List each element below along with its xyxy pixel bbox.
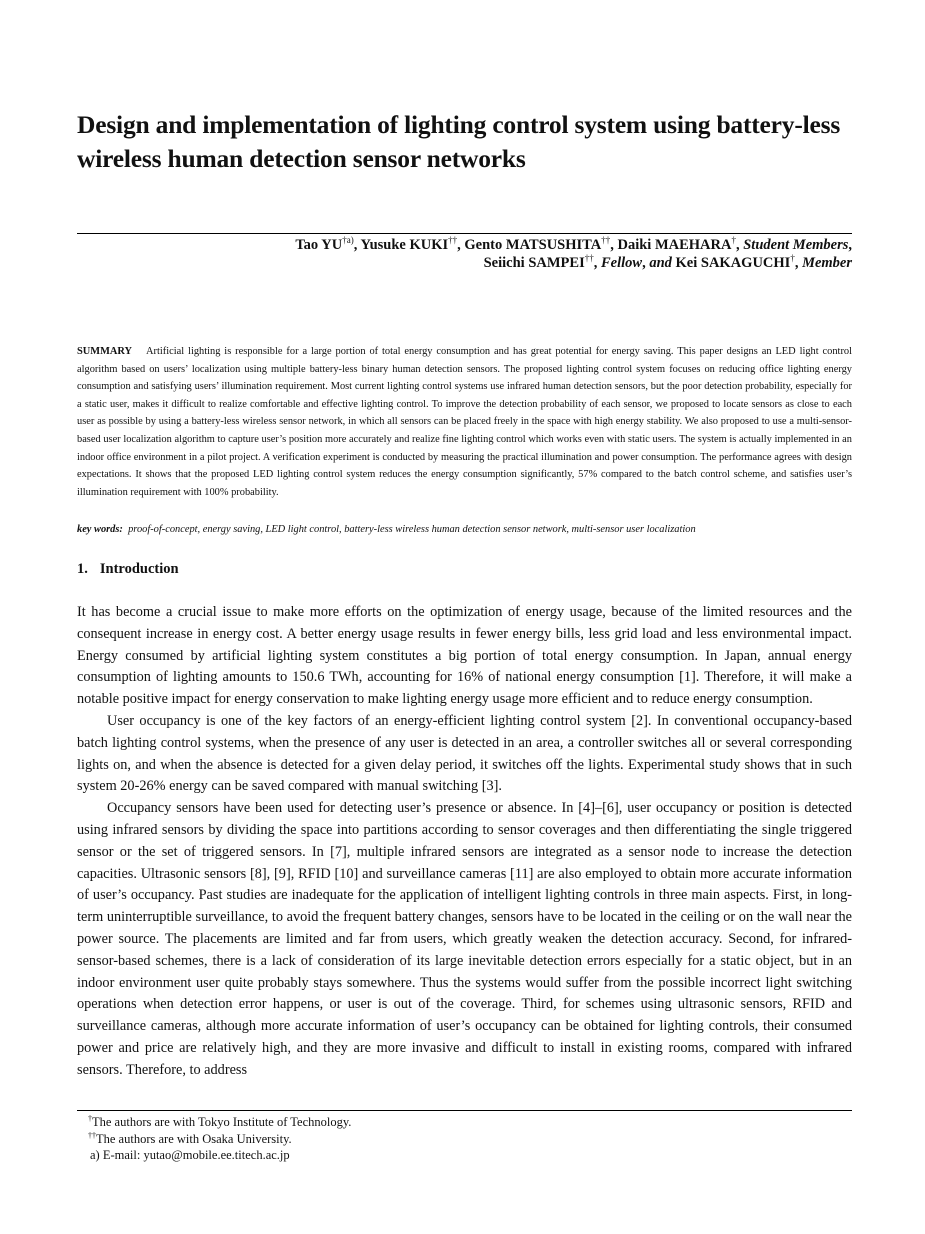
abstract-label: SUMMARY [77, 346, 133, 357]
keywords-text: proof-of-concept, energy saving, LED light control, battery-less wireless human detection sensor network, multi-sensor user localization [128, 524, 696, 535]
keywords [77, 521, 852, 538]
paragraph: Occupancy sensors have been used for detecting user’s presence or absence. In [4]–[6], user occupancy or position is detected using infrared sensors by dividing the space into partitions according to sensor coverages and then differentiating the single triggered sensor or the set of triggered sensors. In [7], multiple infrared sensors are integrated as a sensor node to increase the detection capacities. Ultrasonic sensors [8], [9], RFID [10] and surveillance cameras [11] are also employed to obtain more accurate information of user’s occupancy. Past studies are inadequate for the application of intelligent lighting controls in three main aspects. First, in long-term uninterruptible surveillance, to avoid the frequent battery changes, sensors have to be located in the ceiling or on the wall near the power source. The placements are limited and far from users, which greatly weaken the detection accuracy. Second, for infrared-sensor-based schemes, there is a lack of consideration of its large inevitable detection errors especially for a static object, but in an indoor environment user quite probably stays somewhere. Thus the systems would suffer from the possible incorrect light switching operations when detection error happens, or user is out of the coverage. Third, for schemes using ultrasonic sensors, RFID and surveillance cameras, although more accurate information of user’s occupancy can be obtained for lighting controls, their consumed power and price are relatively high, and they are more invasive and difficult to install in existing rooms, compared with infrared sensors. Therefore, to address [77, 800, 852, 1078]
author-affiliation-mark: †† [601, 235, 611, 245]
footnote-text: The authors are with Osaka University. [96, 1131, 292, 1146]
author-role: Member [802, 255, 852, 271]
author-name: Tao YU [295, 237, 343, 253]
author-conjunction: and [649, 255, 672, 271]
section-title: Introduction [99, 561, 179, 577]
author-role: Student Members [743, 237, 849, 253]
author-separator: , [610, 237, 618, 253]
body-text [77, 602, 852, 1082]
keywords-label: key words: [77, 524, 123, 535]
footnote-mark: a) [90, 1148, 100, 1162]
author-list [295, 236, 852, 272]
abstract-text: Artificial lighting is responsible for a large portion of total energy consumption and has great potential for energy saving. This paper designs an LED light control algorithm based on users’ localization using multiple battery-less binary human detection sensors. The proposed lighting control system focuses on reducing office lighting energy consumption and satisfying users’ illumination requirement. Most current lighting control systems use infrared human detection sensors, but the poor detection probability, especially for a static user, makes it difficult to realize comfortable and effective lighting control. To improve the detection probability of each sensor, we proposed to locate sensors as close to each user as possible by using a battery-less wireless sensor network, in which all sensors can be placed freely in the space with high energy stability. We also proposed to use a multi-sensor-based user localization algorithm to capture user’s position more accurately and realize fine lighting control which works even with static users. The system is actually implemented in an indoor office environment in a pilot project. A verification experiment is conducted by measuring the practical illumination and power consumption. The performance agrees with design expectations. It shows that the proposed LED lighting control system reduces the energy consumption significantly, 57% compared to the batch control scheme, and satisfies user’s illumination requirement with 100% probability. [77, 346, 852, 498]
author-line-1: Tao YU$^{\dagger a)}$, Yusuke KUKI††, Gento MATSUSHITA††, Daiki MAEHARA†, Student Members, [295, 235, 852, 253]
author-separator: , [593, 255, 601, 271]
footnote-mark: †† [88, 1130, 96, 1140]
abstract [77, 343, 852, 501]
paragraph: It has become a crucial issue to make more efforts on the optimization of energy usage, because of the limited resources and the consequent increase in energy cost. A better energy usage results in fewer energy bills, less grid load and less environmental impact. Energy consumed by artificial lighting system constitutes a big portion of total energy consumption. In Japan, annual energy consumption of lighting amounts to 150.6 TWh, accounting for 16% of national energy consumption [1]. Therefore, it will make a notable positive impact for energy conservation to make lighting energy usage more efficient and to reduce energy consumption. [77, 604, 852, 708]
author-name: Yusuke KUKI [360, 237, 449, 253]
footnote-rule [77, 1110, 852, 1111]
author-name: Seiichi SAMPEI [483, 255, 585, 271]
author-name: Daiki MAEHARA [617, 237, 732, 253]
author-name: Kei SAKAGUCHI [675, 255, 791, 271]
author-separator: , [457, 237, 465, 253]
author-role: Fellow [600, 255, 643, 271]
footnote [88, 1114, 351, 1131]
footnotes [88, 1114, 351, 1164]
paper-title: Design and implementation of lighting control system using battery-less wireless human detection sensor networks [77, 110, 841, 173]
footnote-text: E-mail: yutao@mobile.ee.titech.ac.jp [102, 1148, 290, 1162]
author-affiliation-mark: † [790, 253, 795, 263]
footnote-text: The authors are with Tokyo Institute of Technology. [92, 1115, 352, 1129]
footnote-mark: † [88, 1114, 92, 1123]
author-separator: , [353, 237, 361, 253]
section-number: 1. [77, 561, 88, 577]
author-affiliation-mark: †a) [342, 235, 354, 245]
section-heading [77, 559, 179, 579]
author-name: Gento MATSUSHITA [464, 237, 602, 253]
author-separator: , [794, 255, 803, 271]
author-affiliation-mark: † [731, 235, 736, 245]
footnote [90, 1147, 351, 1164]
author-affiliation-mark: †† [584, 253, 594, 263]
author-separator: , [735, 237, 744, 253]
paragraph: User occupancy is one of the key factors of an energy-efficient lighting control system [2]. In conventional occupancy-based batch lighting control systems, when the presence of any user is detected in an area, a controller switches all or several corresponding lights on, and when the absence is detected for a given delay period, it switches off the lights. Experimental study shows that in such system 20-26% energy can be saved compared with manual switching [3]. [77, 712, 852, 795]
author-line-2: Seiichi SAMPEI††, Fellow, and Kei SAKAGUCHI†, Member [483, 253, 852, 271]
footnote [88, 1131, 351, 1148]
author-affiliation-mark: †† [448, 235, 458, 245]
author-top-rule [77, 233, 852, 234]
